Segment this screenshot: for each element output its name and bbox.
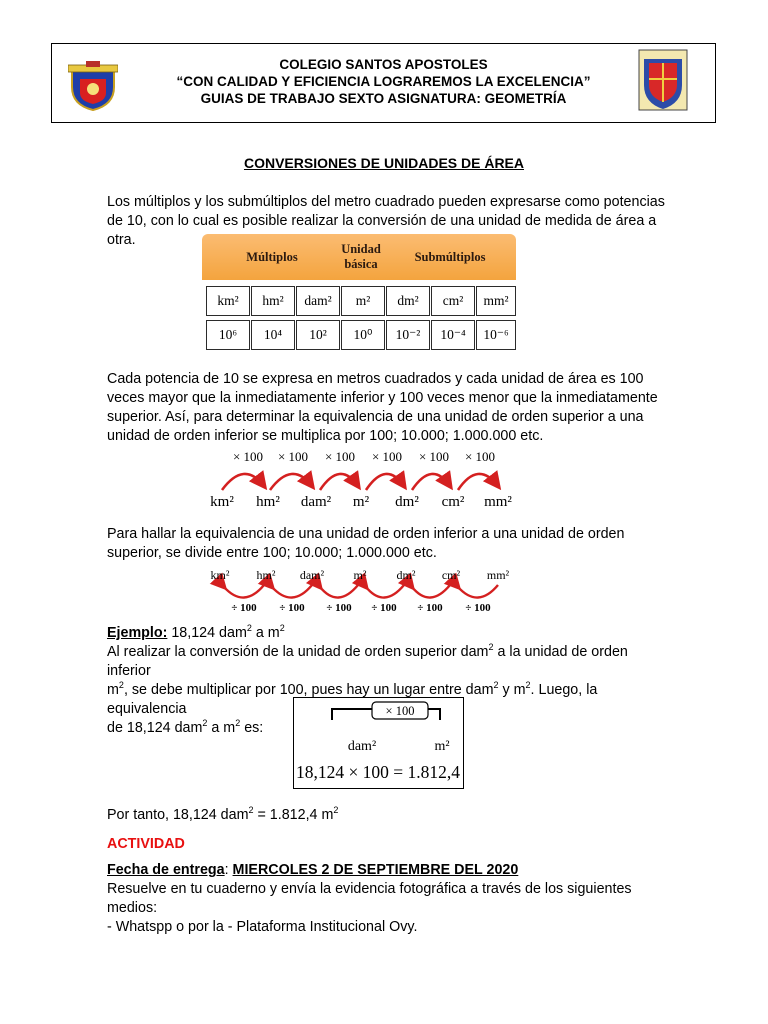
unit-cell: [431, 286, 475, 316]
power-cell: [296, 320, 340, 350]
division-paragraph: Para hallar la equivalencia de una unidad de orden inferior a una unidad de orden superior, se divide entre 100; 10.000; 1.000.000 etc.: [107, 526, 625, 561]
superscript: 2: [493, 680, 499, 691]
unit-cell: [341, 286, 385, 316]
divide-arrows: [224, 585, 498, 598]
superscript: 2: [235, 718, 241, 729]
school-motto: “CON CALIDAD Y EFICIENCIA LOGRAREMOS LA EXCELENCIA”: [176, 74, 591, 89]
page-title: CONVERSIONES DE UNIDADES DE ÁREA: [243, 155, 525, 171]
superscript: 2: [118, 680, 124, 691]
unit-cell: [206, 286, 250, 316]
power-label: 10⁰: [353, 327, 373, 342]
power-label: 10²: [309, 327, 327, 342]
divide-diagram: [200, 565, 530, 615]
power-cell: [431, 320, 475, 350]
basic-unit-line1: Unidad: [341, 242, 381, 256]
basic-unit-line2: básica: [344, 257, 378, 271]
divide-unit: hm²: [256, 568, 276, 582]
unit-label: km²: [217, 293, 239, 308]
divide-arrow: [272, 585, 312, 598]
unit-cell: [251, 286, 295, 316]
example-statement: [107, 624, 667, 643]
formula-from-unit: dam²: [347, 739, 377, 754]
deadline-label: Fecha de entrega: [107, 862, 225, 878]
unit-label: dm²: [397, 293, 419, 308]
superscript: 2: [246, 623, 252, 634]
example-text: Al realizar la conversión de la unidad de orden superior dam: [107, 644, 489, 660]
multiply-factor: × 100: [232, 449, 264, 464]
divide-arrow: [320, 585, 358, 598]
activity-block: [107, 861, 667, 937]
power-label: 10⁻²: [395, 327, 421, 342]
power-cell: [476, 320, 516, 350]
divide-factor: ÷ 100: [417, 602, 443, 614]
multiply-unit: cm²: [441, 494, 465, 510]
school-name: COLEGIO SANTOS APOSTOLES: [279, 57, 488, 72]
activity-instruction: Resuelve en tu cuaderno y envía la evidencia fotográfica a través de los siguientes medios:: [107, 881, 632, 916]
units-table-header: [202, 234, 516, 280]
multiply-unit: km²: [210, 494, 234, 510]
unit-cell: [296, 286, 340, 316]
deadline-line: [107, 861, 667, 880]
school-crest-right: [638, 49, 688, 115]
example-text: de 18,124 dam: [107, 720, 203, 736]
superscript: 2: [202, 718, 208, 729]
unit-label: mm²: [483, 293, 509, 308]
deadline-sep: :: [224, 862, 233, 878]
example-value: 18,124 dam: [171, 625, 247, 641]
divide-arrow: [224, 585, 264, 598]
unit-label: hm²: [262, 293, 284, 308]
multiply-diagram: [200, 446, 530, 512]
conclusion-text: = 1.812,4 m: [253, 807, 334, 823]
activity-heading: ACTIVIDAD: [107, 836, 185, 852]
divide-factor: ÷ 100: [371, 602, 397, 614]
power-label: 10⁻⁴: [440, 327, 466, 342]
example-text: m: [107, 682, 119, 698]
example-text: , se debe multiplicar por 100, pues hay un lugar entre dam: [123, 682, 494, 698]
divide-unit: dm²: [396, 568, 416, 582]
divide-unit: dam²: [299, 568, 325, 582]
multiply-factor: × 100: [371, 449, 403, 464]
deadline-value: MIERCOLES 2 DE SEPTIEMBRE DEL 2020: [232, 862, 519, 878]
activity-channels: - Whatspp o por la - Plataforma Institucional Ovy.: [107, 919, 418, 935]
example-line-1: [107, 643, 667, 681]
multiply-arrow: [320, 474, 358, 490]
divide-factor: ÷ 100: [279, 602, 305, 614]
formula-box: [293, 697, 464, 789]
multiply-factor: × 100: [277, 449, 309, 464]
header-box: [51, 43, 716, 123]
example-text: y m: [498, 682, 526, 698]
power-cell: [341, 320, 385, 350]
example-to: a m: [251, 625, 280, 641]
units-table: [202, 234, 516, 354]
superscript: 2: [279, 623, 285, 634]
multiply-arrow: [412, 474, 450, 490]
divide-arrow: [412, 585, 450, 598]
divide-factor: ÷ 100: [326, 602, 352, 614]
multiply-factor: × 100: [418, 449, 450, 464]
superscript: 2: [248, 805, 254, 816]
example-label: Ejemplo:: [107, 625, 168, 641]
divide-unit: mm²: [486, 568, 510, 582]
formula-factor: × 100: [385, 704, 415, 718]
unit-label: m²: [355, 293, 371, 308]
conclusion-text: Por tanto, 18,124 dam: [107, 807, 249, 823]
superscript: 2: [525, 680, 531, 691]
formula-equation: 18,124 × 100 = 1.812,4: [295, 762, 461, 782]
power-label: 10⁴: [263, 327, 283, 342]
header-text: [52, 56, 715, 107]
multiply-unit: mm²: [484, 494, 512, 510]
unit-cell: [386, 286, 430, 316]
power-cell: [206, 320, 250, 350]
divide-unit: km²: [210, 568, 230, 582]
multiply-arrow: [458, 474, 498, 490]
example-text: a m: [207, 720, 236, 736]
divide-factor: ÷ 100: [231, 602, 257, 614]
units-table-body: [202, 280, 516, 354]
superscript: 2: [488, 642, 494, 653]
power-cell: [251, 320, 295, 350]
multiply-unit: m²: [352, 494, 370, 510]
divide-factor: ÷ 100: [465, 602, 491, 614]
multiply-arrow: [366, 474, 404, 490]
formula-to-unit: m²: [434, 739, 450, 754]
divide-unit: cm²: [441, 568, 461, 582]
multiply-unit: dam²: [300, 494, 332, 510]
unit-label: dam²: [304, 293, 332, 308]
unit-label: cm²: [442, 293, 464, 308]
submultiples-header: Submúltiplos: [414, 250, 486, 264]
power-label: 10⁻⁶: [483, 327, 509, 342]
power-label: 10⁶: [218, 327, 238, 342]
guide-title: GUIAS DE TRABAJO SEXTO ASIGNATURA: GEOMETRÍA: [200, 91, 567, 106]
multiply-arrows: [222, 474, 498, 490]
example-text: a la unidad de orden inferior: [107, 644, 628, 679]
multiples-header: Múltiplos: [246, 250, 298, 264]
basic-unit-header: [339, 234, 383, 280]
unit-cell: [476, 286, 516, 316]
power-cell: [386, 320, 430, 350]
intro-paragraph: Los múltiplos y los submúltiplos del metro cuadrado pueden expresarse como potencias de 10, con lo cual es posible realizar la conversión de una unidad de medida de área a otra.: [107, 194, 665, 248]
multiply-arrow: [222, 474, 264, 490]
conclusion: [107, 806, 667, 825]
explanation-paragraph: Cada potencia de 10 se expresa en metros cuadrados y cada unidad de área es 100 veces mayor que la inmediatamente inferior y 100 veces menor que la inmediatamente superior. Así, para determinar la equivalencia de una unidad de orden superior a una unidad de orden inferior se multiplica por 100; 10.000; 1.000.000 etc.: [107, 371, 658, 444]
divide-arrow: [366, 585, 404, 598]
divide-unit: m²: [353, 568, 367, 582]
multiply-factor: × 100: [324, 449, 356, 464]
divide-arrow: [458, 585, 498, 598]
multiply-unit: dm²: [395, 494, 419, 510]
example-text: . Luego, la equivalencia: [107, 682, 598, 717]
multiply-unit: hm²: [256, 494, 280, 510]
example-text: es:: [240, 720, 264, 736]
superscript: 2: [333, 805, 339, 816]
multiply-factor: × 100: [464, 449, 496, 464]
multiply-arrow: [270, 474, 312, 490]
